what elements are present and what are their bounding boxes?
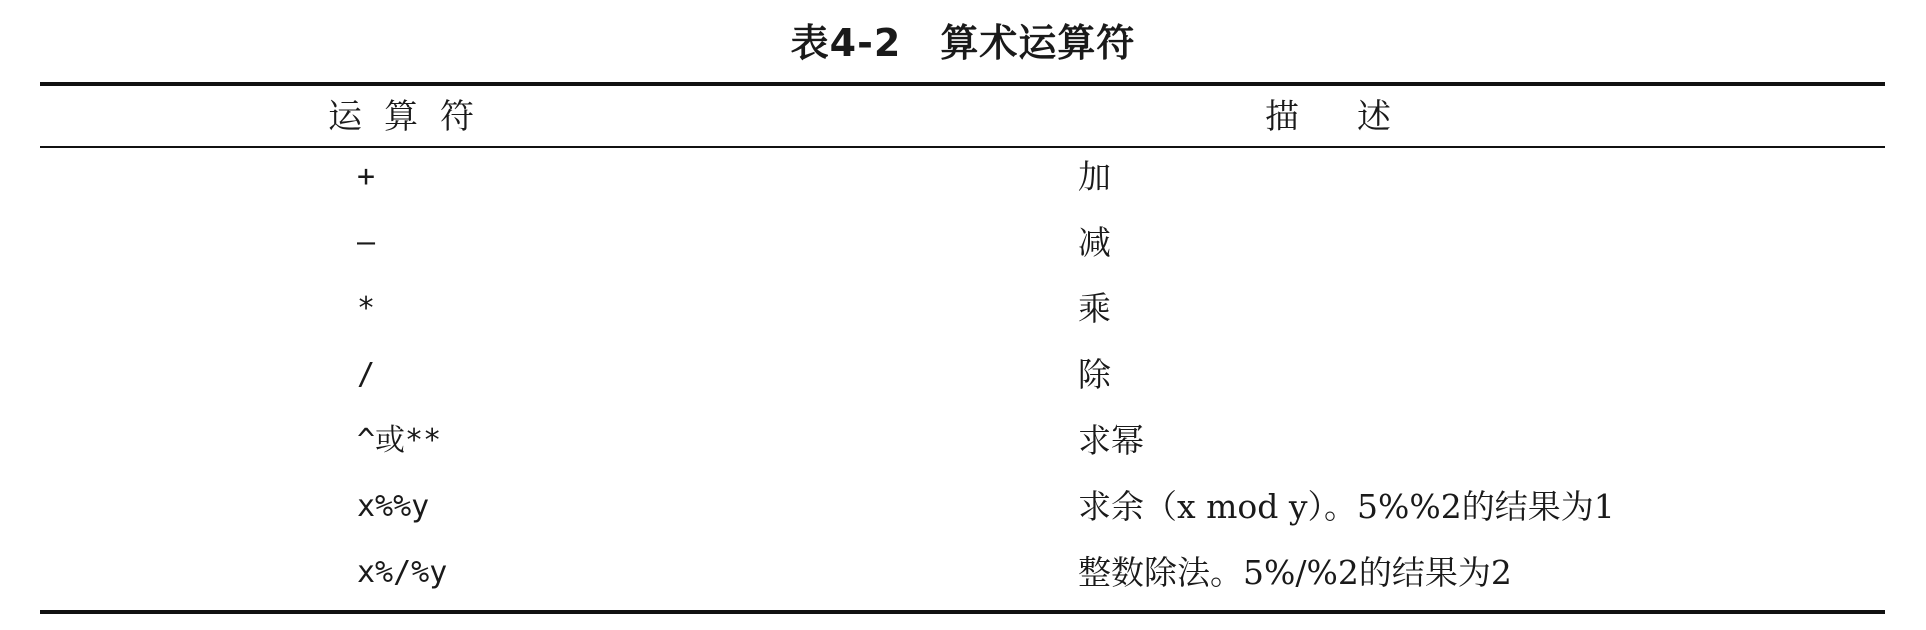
- description-cell: 乘: [1078, 289, 1111, 328]
- operator-cell: –: [357, 225, 376, 260]
- table-row: [0, 216, 1926, 282]
- table-row: [0, 150, 1926, 216]
- table-row: [0, 414, 1926, 480]
- table-row: [0, 480, 1926, 546]
- operator-cell: /: [357, 357, 376, 392]
- description-cell: 整数除法。5%/%2的结果为2: [1078, 553, 1512, 592]
- table-body: [0, 150, 1926, 612]
- description-cell: 加: [1078, 157, 1111, 196]
- table-bottom-rule: [40, 610, 1885, 614]
- table-top-rule: [40, 82, 1885, 86]
- operator-cell: ^或**: [357, 423, 442, 458]
- table-header-rule: [40, 146, 1885, 148]
- operator-cell: *: [357, 291, 376, 326]
- table-row: [0, 282, 1926, 348]
- table-row: [0, 546, 1926, 612]
- operator-cell: x%%y: [357, 489, 430, 524]
- operator-cell: +: [357, 159, 376, 194]
- table-title: 表4-2 算术运算符: [790, 21, 1136, 65]
- description-cell: 除: [1078, 355, 1111, 394]
- description-cell: 减: [1078, 223, 1111, 262]
- header-operator: 运算符: [328, 97, 496, 137]
- description-cell: 求幂: [1078, 421, 1144, 460]
- header-description: 描述: [1265, 97, 1449, 137]
- table-row: [0, 348, 1926, 414]
- description-cell: 求余（x mod y）。5%%2的结果为1: [1078, 487, 1615, 526]
- operator-cell: x%/%y: [357, 555, 448, 590]
